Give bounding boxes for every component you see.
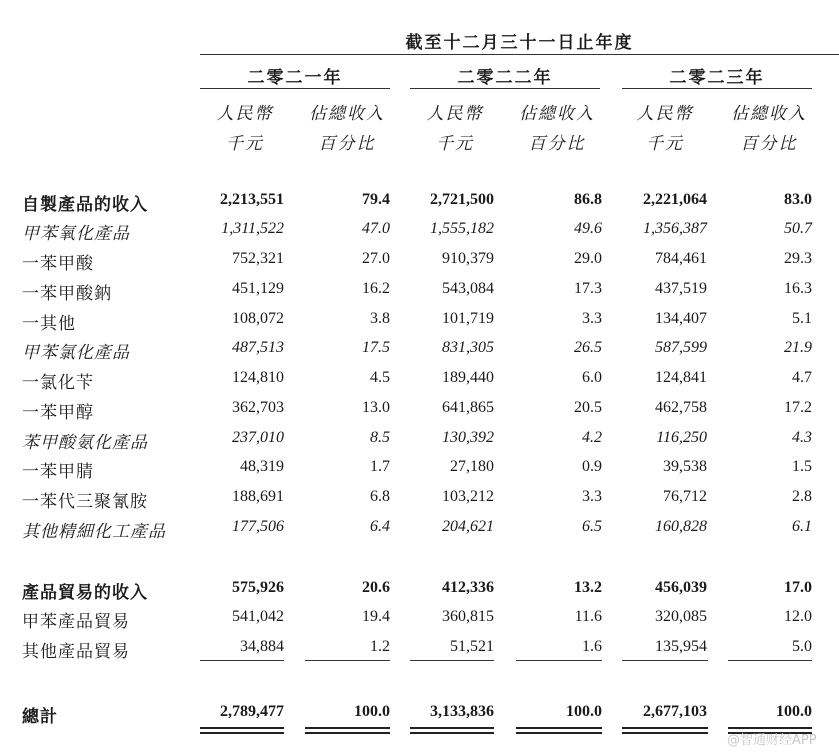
unit-rmb-k-2023: 千元 — [646, 134, 684, 154]
row-label: 甲苯氯化產品 — [22, 343, 130, 363]
percent-cell: 21.9 — [784, 339, 812, 356]
amount-cell: 124,810 — [232, 369, 284, 386]
amount-cell: 134,407 — [655, 310, 707, 327]
amount-cell: 451,129 — [232, 280, 284, 297]
percent-cell: 16.3 — [784, 280, 812, 297]
percent-cell: 6.4 — [370, 518, 390, 535]
year-header-2022: 二零二二年 — [457, 68, 553, 88]
percent-cell: 0.9 — [582, 458, 602, 475]
percent-cell: 12.0 — [784, 608, 812, 625]
percent-cell: 1.2 — [370, 638, 390, 655]
unit-rmb-k-2021: 千元 — [226, 134, 264, 154]
row-label: 一苯甲醇 — [22, 403, 94, 423]
row-label: 一苯代三聚氰胺 — [22, 492, 148, 512]
year-rule-2021 — [200, 88, 390, 89]
amount-cell: 101,719 — [442, 310, 494, 327]
subtotal-rule-1 — [200, 660, 284, 661]
amount-cell: 34,884 — [240, 638, 284, 655]
amount-cell: 462,758 — [655, 399, 707, 416]
percent-cell: 100.0 — [776, 703, 812, 720]
percent-cell: 79.4 — [362, 191, 390, 208]
amount-cell: 2,677,103 — [643, 703, 707, 720]
percent-cell: 27.0 — [362, 250, 390, 267]
percent-cell: 17.2 — [784, 399, 812, 416]
unit-pct2-2023: 百分比 — [740, 134, 798, 154]
period-header-rule — [200, 54, 839, 55]
row-label: 總計 — [22, 707, 58, 727]
total-double-rule-3 — [410, 727, 494, 734]
percent-cell: 11.6 — [574, 608, 602, 625]
amount-cell: 48,319 — [240, 458, 284, 475]
row-label: 產品貿易的收入 — [22, 583, 148, 603]
amount-cell: 910,379 — [442, 250, 494, 267]
year-header-2021: 二零二一年 — [247, 68, 343, 88]
subtotal-rule-6 — [728, 660, 812, 661]
unit-rmb-2021: 人民幣 — [216, 104, 274, 124]
percent-cell: 5.0 — [792, 638, 812, 655]
percent-cell: 29.3 — [784, 250, 812, 267]
amount-cell: 124,841 — [655, 369, 707, 386]
percent-cell: 20.6 — [362, 579, 390, 596]
percent-cell: 4.7 — [792, 369, 812, 386]
amount-cell: 752,321 — [232, 250, 284, 267]
amount-cell: 27,180 — [450, 458, 494, 475]
percent-cell: 50.7 — [784, 220, 812, 237]
percent-cell: 6.1 — [792, 518, 812, 535]
amount-cell: 487,513 — [232, 339, 284, 356]
unit-rmb-2023: 人民幣 — [636, 104, 694, 124]
amount-cell: 177,506 — [232, 518, 284, 535]
amount-cell: 360,815 — [442, 608, 494, 625]
amount-cell: 3,133,836 — [430, 703, 494, 720]
percent-cell: 83.0 — [784, 191, 812, 208]
amount-cell: 1,356,387 — [643, 220, 707, 237]
amount-cell: 116,250 — [656, 429, 707, 446]
year-header-2023: 二零二三年 — [669, 68, 765, 88]
percent-cell: 49.6 — [574, 220, 602, 237]
percent-cell: 13.0 — [362, 399, 390, 416]
amount-cell: 543,084 — [442, 280, 494, 297]
row-label: 自製產品的收入 — [22, 195, 148, 215]
unit-rmb-2022: 人民幣 — [426, 104, 484, 124]
percent-cell: 13.2 — [574, 579, 602, 596]
percent-cell: 100.0 — [354, 703, 390, 720]
amount-cell: 76,712 — [663, 488, 707, 505]
total-double-rule-2 — [305, 727, 390, 734]
percent-cell: 4.3 — [792, 429, 812, 446]
amount-cell: 784,461 — [655, 250, 707, 267]
row-label: 甲苯產品貿易 — [22, 612, 130, 632]
percent-cell: 3.3 — [582, 488, 602, 505]
row-label: 一氯化苄 — [22, 373, 94, 393]
row-label: 其他產品貿易 — [22, 642, 130, 662]
total-double-rule-5 — [622, 727, 708, 734]
amount-cell: 189,440 — [442, 369, 494, 386]
subtotal-rule-5 — [622, 660, 708, 661]
unit-pct-2022: 佔總收入 — [519, 104, 595, 124]
amount-cell: 51,521 — [450, 638, 494, 655]
amount-cell: 437,519 — [655, 280, 707, 297]
total-double-rule-4 — [516, 727, 602, 734]
percent-cell: 8.5 — [370, 429, 390, 446]
percent-cell: 17.3 — [574, 280, 602, 297]
percent-cell: 6.5 — [582, 518, 602, 535]
percent-cell: 3.3 — [582, 310, 602, 327]
amount-cell: 130,392 — [442, 429, 494, 446]
amount-cell: 103,212 — [442, 488, 494, 505]
amount-cell: 541,042 — [232, 608, 284, 625]
row-label: 一苯甲腈 — [22, 462, 94, 482]
percent-cell: 6.8 — [370, 488, 390, 505]
percent-cell: 17.5 — [362, 339, 390, 356]
row-label: 甲苯氧化產品 — [22, 224, 130, 244]
percent-cell: 16.2 — [362, 280, 390, 297]
row-label: 一其他 — [22, 314, 76, 334]
amount-cell: 237,010 — [232, 429, 284, 446]
unit-pct2-2022: 百分比 — [528, 134, 586, 154]
percent-cell: 20.5 — [574, 399, 602, 416]
row-label: 苯甲酸氨化產品 — [22, 433, 148, 453]
amount-cell: 641,865 — [442, 399, 494, 416]
amount-cell: 160,828 — [655, 518, 707, 535]
amount-cell: 39,538 — [663, 458, 707, 475]
amount-cell: 2,221,064 — [643, 191, 707, 208]
subtotal-rule-2 — [305, 660, 390, 661]
unit-pct-2021: 佔總收入 — [309, 104, 385, 124]
subtotal-rule-4 — [516, 660, 602, 661]
row-label: 其他精細化工產品 — [22, 522, 166, 542]
percent-cell: 29.0 — [574, 250, 602, 267]
amount-cell: 412,336 — [442, 579, 494, 596]
percent-cell: 1.5 — [792, 458, 812, 475]
unit-pct-2023: 佔總收入 — [731, 104, 807, 124]
amount-cell: 456,039 — [655, 579, 707, 596]
percent-cell: 86.8 — [574, 191, 602, 208]
amount-cell: 587,599 — [655, 339, 707, 356]
amount-cell: 2,213,551 — [220, 191, 284, 208]
amount-cell: 320,085 — [655, 608, 707, 625]
percent-cell: 2.8 — [792, 488, 812, 505]
percent-cell: 6.0 — [582, 369, 602, 386]
amount-cell: 135,954 — [655, 638, 707, 655]
row-label: 一苯甲酸 — [22, 254, 94, 274]
period-header: 截至十二月三十一日止年度 — [405, 33, 634, 53]
amount-cell: 575,926 — [232, 579, 284, 596]
unit-rmb-k-2022: 千元 — [436, 134, 474, 154]
amount-cell: 188,691 — [232, 488, 284, 505]
percent-cell: 17.0 — [784, 579, 812, 596]
row-label: 一苯甲酸鈉 — [22, 284, 112, 304]
amount-cell: 108,072 — [232, 310, 284, 327]
year-rule-2022 — [410, 88, 600, 89]
percent-cell: 19.4 — [362, 608, 390, 625]
percent-cell: 4.5 — [370, 369, 390, 386]
subtotal-rule-3 — [410, 660, 494, 661]
percent-cell: 1.6 — [582, 638, 602, 655]
percent-cell: 26.5 — [574, 339, 602, 356]
amount-cell: 204,621 — [442, 518, 494, 535]
watermark: @智通财经APP — [727, 733, 817, 748]
amount-cell: 831,305 — [442, 339, 494, 356]
amount-cell: 2,721,500 — [430, 191, 494, 208]
year-rule-2023 — [622, 88, 812, 89]
percent-cell: 4.2 — [582, 429, 602, 446]
percent-cell: 47.0 — [362, 220, 390, 237]
percent-cell: 1.7 — [370, 458, 390, 475]
percent-cell: 3.8 — [370, 310, 390, 327]
percent-cell: 100.0 — [566, 703, 602, 720]
percent-cell: 5.1 — [792, 310, 812, 327]
amount-cell: 1,311,522 — [221, 220, 284, 237]
total-double-rule-1 — [200, 727, 284, 734]
amount-cell: 1,555,182 — [430, 220, 494, 237]
unit-pct2-2021: 百分比 — [318, 134, 376, 154]
amount-cell: 362,703 — [232, 399, 284, 416]
amount-cell: 2,789,477 — [220, 703, 284, 720]
